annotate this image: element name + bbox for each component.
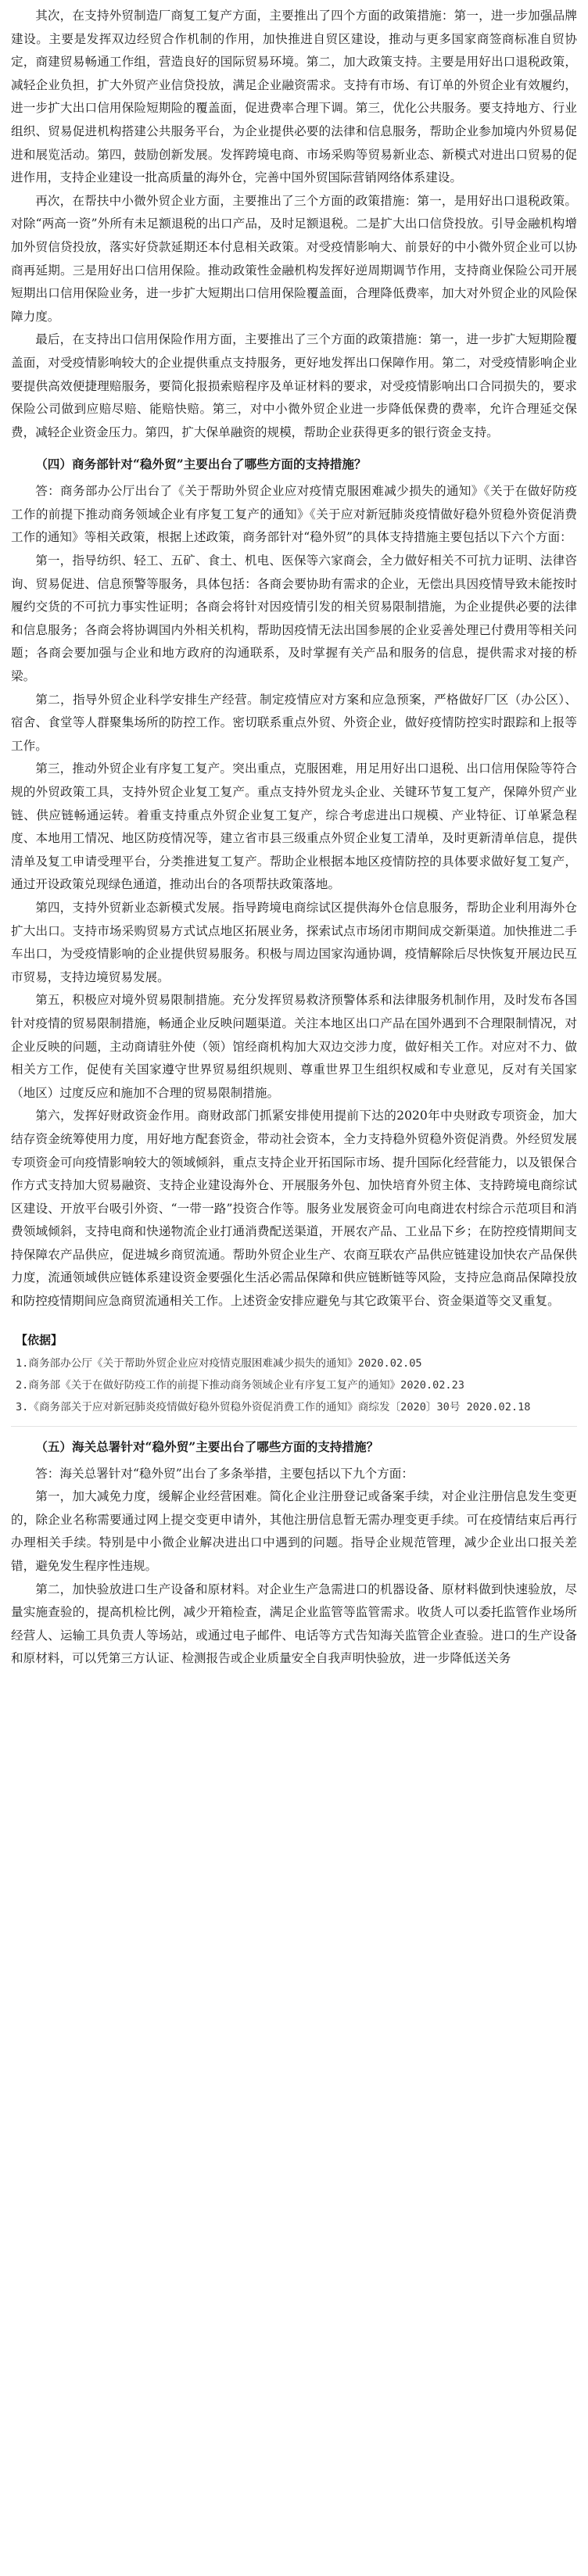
paragraph: 答：商务部办公厅出台了《关于帮助外贸企业应对疫情克服困难减少损失的通知》《关于在做好防疫工作的前提下推动商务领域企业有序复工复产的通知》《关于应对新冠肺炎疫情做好稳外贸稳外资促消费工作的通知》等相关政策，根据上述政策，商务部针对“稳外贸”的具体支持措施主要包括以下六个方面： [11,484,577,545]
section-4-heading: （四）商务部针对“稳外贸”主要出台了哪些方面的支持措施？ [35,457,367,472]
basis-label: 【依据】 [16,1332,63,1347]
paragraph: 第三，推动外贸企业有序复工复产。突出重点，克服困难，用足用好出口退税、出口信用保险等符合规的外贸政策工具，支持外贸企业复工复产。重点支持外贸龙头企业、关键环节复工复产，保障外贸产业链、供应链畅通运转。着重支持重点外贸企业复工复产，综合考虑进出口规模、产业特征、订单紧急程度、本地用工情况、地区防疫情况等，建立省市县三级重点外贸企业复工清单，及时更新清单信息，提供清单及复工申请受理平台，分类推进复工复产。帮助企业根据本地区疫情防控的具体要求做好复工复产，通过开设政策兑现绿色通道，推动出台的各项帮扶政策落地。 [11,761,577,892]
paragraph: 答：海关总署针对“稳外贸”出台了多条举措，主要包括以下九个方面： [35,1466,414,1481]
paragraph: 第二，指导外贸企业科学安排生产经营。制定疫情应对方案和应急预案，严格做好厂区（办公区）、宿舍、食堂等人群聚集场所的防控工作。密切联系重点外贸、外资企业，做好疫情防控实时跟踪和上报等工作。 [11,692,577,753]
basis-item: 3.《商务部关于应对新冠肺炎疫情做好稳外贸稳外资促消费工作的通知》商综发〔2020〕30号 2020.02.18 [16,1400,531,1413]
paragraph: 第一，加大减免力度，缓解企业经营困难。简化企业注册登记或备案手续，对企业注册信息发生变更的，除企业名称需要通过网上提交变更申请外，其他注册信息暂无需办理变更手续。可在疫情结束后再行办理相关手续。特别是中小微企业解决进出口中遇到的问题。指导企业规范管理，减少企业出口报关差错，避免发生程序性违规。 [11,1489,577,1574]
paragraph: 第四，支持外贸新业态新模式发展。指导跨境电商综试区提供海外仓信息服务，帮助企业利用海外仓扩大出口。支持市场采购贸易方式试点地区拓展业务，探索试点市场闭市期间成交新渠道。加快推进二手车出口，为受疫情影响的企业提供贸易服务。积极与周边国家沟通协调，疫情解除后尽快恢复开展边民互市贸易，支持边境贸易发展。 [11,900,577,984]
paragraph: 第六，发挥好财政资金作用。商财政部门抓紧安排使用提前下达的2020年中央财政专项资金，加大结存资金统筹使用力度，用好地方配套资金，带动社会资本，全力支持稳外贸稳外资促消费。外经贸发展专项资金可向疫情影响较大的领域倾斜，重点支持企业开拓国际市场、提升国际化经营能力，以及银保合作方式支持加大贸易融资、支持企业建设海外仓、开展服务外包、加快培育外贸主体、支持跨境电商综试区建设、开放平台吸引外资、“一带一路”投资合作等。服务业发展资金可向电商进农村综合示范项目和消费领域倾斜，支持电商和快递物流企业打通消费配送渠道，开展农产品、工业品下乡；在防控疫情期间支持保障农产品供应，促进城乡商贸流通。帮助外贸企业生产、农商互联农产品供应链建设加快农产品保供力度，流通领域供应链体系建设资金要强化生活必需品保障和供应链断链等风险，支持应急商品保障投放和防控疫情期间应急商贸流通相关工作。上述资金安排应避免与其它政策平台、资金渠道等交叉重复。 [11,1109,577,1309]
basis-item: 1.商务部办公厅《关于帮助外贸企业应对疫情克服困难减少损失的通知》2020.02.05 [16,1356,422,1370]
paragraph: 第二，加快验放进口生产设备和原材料。对企业生产急需进口的机器设备、原材料做到快速验放，尽量实施查验的，提高机检比例，减少开箱检查，满足企业监管等监管需求。收货人可以委托监管作业场所经营人、运输工具负责人等场站，或通过电子邮件、电话等方式告知海关监管企业查验。进口的生产设备和原材料，可以凭第三方认证、检测报告或企业质量安全自我声明快验放，进一步降低送关务 [11,1582,577,1666]
basis-item: 2.商务部《关于在做好防疫工作的前提下推动商务领域企业有序复工复产的通知》2020.02.23 [16,1378,464,1392]
section-divider [11,1426,577,1427]
paragraph: 最后，在支持出口信用保险作用方面，主要推出了三个方面的政策措施：第一，进一步扩大短期险覆盖面，对受疫情影响较大的企业提供重点支持服务，更好地发挥出口保障作用。第二，对受疫情影响企业要提供高效便捷理赔服务，要简化报损索赔程序及单证材料的要求，对受疫情影响出口合同损失的，要求保险公司做到应赔尽赔、能赔快赔。第三，对中小微外贸企业进一步降低保费的费率，允许合理延交保费，减轻企业资金压力。第四，扩大保单融资的规模，帮助企业获得更多的银行资金支持。 [11,332,577,439]
paragraph: 第一，指导纺织、轻工、五矿、食土、机电、医保等六家商会，全力做好相关不可抗力证明、法律咨询、贸易促进、信息预警等服务，具体包括：各商会要协助有需求的企业，无偿出具因疫情导致未能按时履约交货的不可抗力事实性证明；各商会将针对因疫情引发的相关贸易限制措施，为企业提供必要的法律和信息服务；各商会将协调国内外相关机构，帮助因疫情无法出国参展的企业妥善处理已付费用等相关问题；各商会要加强与企业和地方政府的沟通联系，及时掌握有关产品和服务的信息，提供需求对接的桥梁。 [11,554,577,684]
paragraph: 再次，在帮扶中小微外贸企业方面，主要推出了三个方面的政策措施：第一，是用好出口退税政策。对除“两高一资”外所有未足额退税的出口产品，及时足额退税。二是扩大出口信贷投放。引导金融机构增加外贸信贷投放，落实好贷款延期还本付息相关政策。对受疫情影响大、前景好的中小微外贸企业可以协商再延期。三是用好出口信用保险。推动政策性金融机构发挥好逆周期调节作用，支持商业保险公司开展短期出口信用保险业务，进一步扩大短期出口信用保险覆盖面，合理降低费率，加大对外贸企业的风险保障力度。 [11,193,577,324]
basis-list [11,1352,577,1418]
paragraph: 其次，在支持外贸制造厂商复工复产方面，主要推出了四个方面的政策措施：第一，进一步加强品牌建设。主要是发挥双边经贸合作机制的作用，加快推进自贸区建设，推动与更多国家商签商标准自贸协定，商建贸易畅通工作组，营造良好的国际贸易环境。第二，加大政策支持。主要是用好出口退税政策，减轻企业负担，扩大外贸产业信贷投放，满足企业融资需求。支持有市场、有订单的外贸企业有效履约，进一步扩大出口信用保险短期险的覆盖面，促进费率合理下调。第三，优化公共服务。要支持地方、行业组织、贸易促进机构搭建公共服务平台，为企业提供必要的法律和信息服务，帮助企业参加境内外贸易促进和展览活动。第四，鼓励创新发展。发挥跨境电商、市场采购等贸易新业态、新模式对进出口贸易的促进作用，支持企业建设一批高质量的海外仓，完善中国外贸国际营销网络体系建设。 [11,9,577,185]
section-5-heading: （五）海关总署针对“稳外贸”主要出台了哪些方面的支持措施？ [35,1438,379,1454]
paragraph: 第五，积极应对境外贸易限制措施。充分发挥贸易救济预警体系和法律服务机制作用，及时发布各国针对疫情的贸易限制措施，畅通企业反映问题渠道。关注本地区出口产品在国外遇到不合理限制情况，对企业反映的问题，主动商请驻外使（领）馆经商机构加大双边交涉力度，做好相关工作。对应对不力、做相关方工作，促使有关国家遵守世界贸易组织规则、尊重世界卫生组织权威和专业意见，反对有关国家（地区）过度反应和施加不合理的贸易限制措施。 [11,993,577,1100]
basis-section [11,1329,577,1418]
